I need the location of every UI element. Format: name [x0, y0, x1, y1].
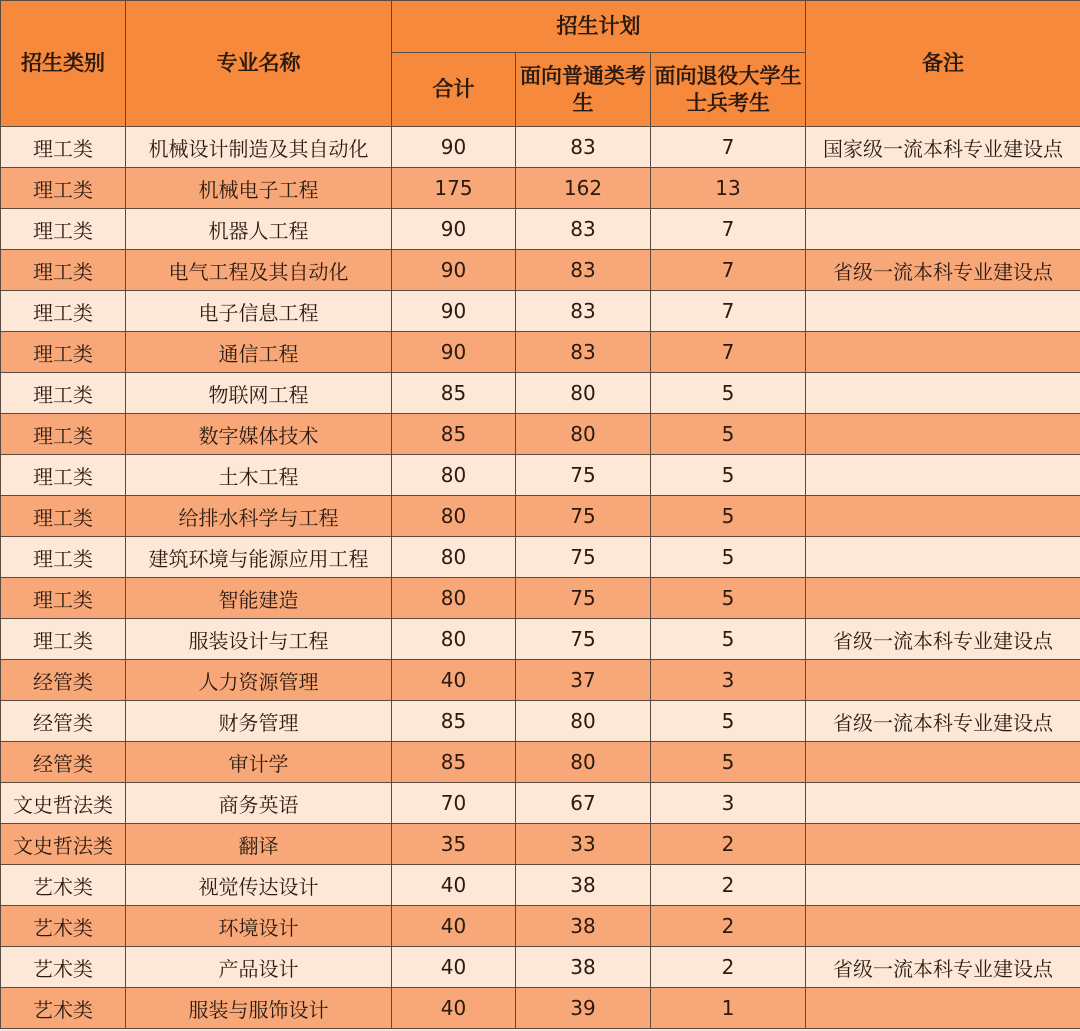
- cell-general: 39: [516, 988, 651, 1029]
- cell-veteran: 5: [651, 578, 806, 619]
- cell-veteran: 7: [651, 250, 806, 291]
- cell-total: 40: [392, 660, 516, 701]
- cell-general: 75: [516, 619, 651, 660]
- cell-major: 视觉传达设计: [126, 865, 392, 906]
- cell-total: 85: [392, 373, 516, 414]
- cell-general: 83: [516, 250, 651, 291]
- cell-category: 理工类: [1, 332, 126, 373]
- cell-veteran: 2: [651, 906, 806, 947]
- cell-category: 文史哲法类: [1, 824, 126, 865]
- cell-veteran: 7: [651, 127, 806, 168]
- cell-major: 服装与服饰设计: [126, 988, 392, 1029]
- cell-category: 艺术类: [1, 988, 126, 1029]
- cell-major: 通信工程: [126, 332, 392, 373]
- cell-major: 审计学: [126, 742, 392, 783]
- cell-total: 80: [392, 537, 516, 578]
- cell-total: 90: [392, 127, 516, 168]
- cell-total: 40: [392, 906, 516, 947]
- cell-general: 162: [516, 168, 651, 209]
- table-body: [1, 127, 1080, 1029]
- table-row: [1, 291, 1080, 332]
- cell-category: 理工类: [1, 537, 126, 578]
- table-header: [1, 1, 1080, 127]
- cell-major: 电气工程及其自动化: [126, 250, 392, 291]
- cell-major: 数字媒体技术: [126, 414, 392, 455]
- cell-general: 75: [516, 496, 651, 537]
- cell-category: 艺术类: [1, 865, 126, 906]
- cell-veteran: 7: [651, 332, 806, 373]
- cell-category: 艺术类: [1, 906, 126, 947]
- cell-major: 人力资源管理: [126, 660, 392, 701]
- cell-category: 艺术类: [1, 947, 126, 988]
- cell-total: 40: [392, 865, 516, 906]
- cell-veteran: 5: [651, 414, 806, 455]
- cell-category: 理工类: [1, 455, 126, 496]
- cell-veteran: 5: [651, 496, 806, 537]
- table-row: [1, 332, 1080, 373]
- cell-veteran: 5: [651, 455, 806, 496]
- cell-note: 省级一流本科专业建设点: [806, 250, 1080, 291]
- cell-major: 财务管理: [126, 701, 392, 742]
- cell-note: [806, 783, 1080, 824]
- cell-category: 经管类: [1, 701, 126, 742]
- cell-category: 理工类: [1, 373, 126, 414]
- cell-veteran: 1: [651, 988, 806, 1029]
- header-category: 招生类别: [1, 1, 126, 127]
- cell-note: [806, 742, 1080, 783]
- cell-veteran: 7: [651, 291, 806, 332]
- cell-note: 省级一流本科专业建设点: [806, 947, 1080, 988]
- table-row: [1, 127, 1080, 168]
- table-row: [1, 373, 1080, 414]
- cell-veteran: 13: [651, 168, 806, 209]
- cell-note: [806, 824, 1080, 865]
- cell-note: 省级一流本科专业建设点: [806, 701, 1080, 742]
- cell-major: 环境设计: [126, 906, 392, 947]
- cell-general: 75: [516, 455, 651, 496]
- cell-veteran: 5: [651, 701, 806, 742]
- table-row: [1, 168, 1080, 209]
- cell-note: 国家级一流本科专业建设点: [806, 127, 1080, 168]
- cell-note: [806, 496, 1080, 537]
- table-row: [1, 947, 1080, 988]
- cell-major: 商务英语: [126, 783, 392, 824]
- cell-note: [806, 209, 1080, 250]
- cell-total: 85: [392, 414, 516, 455]
- cell-total: 175: [392, 168, 516, 209]
- table-row: [1, 250, 1080, 291]
- cell-note: [806, 168, 1080, 209]
- table-row: [1, 906, 1080, 947]
- cell-total: 70: [392, 783, 516, 824]
- cell-category: 理工类: [1, 496, 126, 537]
- header-veteran: 面向退役大学生士兵考生: [651, 53, 806, 127]
- cell-note: [806, 291, 1080, 332]
- table-row: [1, 988, 1080, 1029]
- table-row: [1, 209, 1080, 250]
- table-row: [1, 783, 1080, 824]
- cell-note: [806, 865, 1080, 906]
- cell-note: 省级一流本科专业建设点: [806, 619, 1080, 660]
- cell-major: 机器人工程: [126, 209, 392, 250]
- cell-category: 理工类: [1, 168, 126, 209]
- cell-general: 83: [516, 291, 651, 332]
- cell-general: 80: [516, 701, 651, 742]
- table-row: [1, 701, 1080, 742]
- table-row: [1, 578, 1080, 619]
- header-major: 专业名称: [126, 1, 392, 127]
- cell-veteran: 2: [651, 824, 806, 865]
- cell-total: 90: [392, 291, 516, 332]
- header-note: 备注: [806, 1, 1080, 127]
- cell-total: 80: [392, 578, 516, 619]
- cell-veteran: 5: [651, 373, 806, 414]
- cell-veteran: 7: [651, 209, 806, 250]
- cell-general: 80: [516, 742, 651, 783]
- cell-veteran: 5: [651, 537, 806, 578]
- cell-major: 土木工程: [126, 455, 392, 496]
- cell-note: [806, 455, 1080, 496]
- cell-general: 38: [516, 947, 651, 988]
- cell-category: 理工类: [1, 619, 126, 660]
- cell-major: 物联网工程: [126, 373, 392, 414]
- cell-category: 理工类: [1, 209, 126, 250]
- cell-total: 80: [392, 619, 516, 660]
- table-row: [1, 619, 1080, 660]
- cell-general: 83: [516, 209, 651, 250]
- cell-veteran: 2: [651, 947, 806, 988]
- cell-category: 经管类: [1, 660, 126, 701]
- table-row: [1, 742, 1080, 783]
- cell-total: 40: [392, 988, 516, 1029]
- cell-total: 85: [392, 742, 516, 783]
- cell-veteran: 2: [651, 865, 806, 906]
- table-row: [1, 537, 1080, 578]
- cell-category: 理工类: [1, 578, 126, 619]
- cell-general: 83: [516, 127, 651, 168]
- cell-category: 理工类: [1, 127, 126, 168]
- cell-total: 85: [392, 701, 516, 742]
- cell-note: [806, 373, 1080, 414]
- cell-major: 机械设计制造及其自动化: [126, 127, 392, 168]
- cell-major: 产品设计: [126, 947, 392, 988]
- cell-general: 80: [516, 373, 651, 414]
- cell-total: 40: [392, 947, 516, 988]
- cell-major: 翻译: [126, 824, 392, 865]
- cell-veteran: 5: [651, 619, 806, 660]
- cell-major: 服装设计与工程: [126, 619, 392, 660]
- table-row: [1, 455, 1080, 496]
- cell-general: 83: [516, 332, 651, 373]
- cell-general: 75: [516, 537, 651, 578]
- table-row: [1, 660, 1080, 701]
- cell-major: 给排水科学与工程: [126, 496, 392, 537]
- cell-major: 建筑环境与能源应用工程: [126, 537, 392, 578]
- cell-veteran: 3: [651, 783, 806, 824]
- cell-veteran: 3: [651, 660, 806, 701]
- cell-note: [806, 414, 1080, 455]
- cell-note: [806, 660, 1080, 701]
- table-row: [1, 865, 1080, 906]
- cell-general: 80: [516, 414, 651, 455]
- cell-total: 35: [392, 824, 516, 865]
- header-general: 面向普通类考生: [516, 53, 651, 127]
- cell-major: 智能建造: [126, 578, 392, 619]
- cell-note: [806, 988, 1080, 1029]
- cell-general: 37: [516, 660, 651, 701]
- table-row: [1, 824, 1080, 865]
- cell-category: 经管类: [1, 742, 126, 783]
- cell-note: [806, 578, 1080, 619]
- table-row: [1, 496, 1080, 537]
- cell-general: 75: [516, 578, 651, 619]
- cell-note: [806, 332, 1080, 373]
- cell-category: 理工类: [1, 414, 126, 455]
- cell-note: [806, 906, 1080, 947]
- header-total: 合计: [392, 53, 516, 127]
- cell-category: 文史哲法类: [1, 783, 126, 824]
- cell-category: 理工类: [1, 250, 126, 291]
- cell-total: 90: [392, 209, 516, 250]
- cell-general: 67: [516, 783, 651, 824]
- cell-general: 33: [516, 824, 651, 865]
- cell-total: 80: [392, 455, 516, 496]
- cell-total: 90: [392, 250, 516, 291]
- cell-note: [806, 537, 1080, 578]
- cell-total: 90: [392, 332, 516, 373]
- cell-general: 38: [516, 906, 651, 947]
- cell-veteran: 5: [651, 742, 806, 783]
- cell-major: 电子信息工程: [126, 291, 392, 332]
- cell-general: 38: [516, 865, 651, 906]
- cell-major: 机械电子工程: [126, 168, 392, 209]
- header-row-1: [1, 1, 1080, 53]
- table-row: [1, 414, 1080, 455]
- cell-total: 80: [392, 496, 516, 537]
- header-plan: 招生计划: [392, 1, 806, 53]
- cell-category: 理工类: [1, 291, 126, 332]
